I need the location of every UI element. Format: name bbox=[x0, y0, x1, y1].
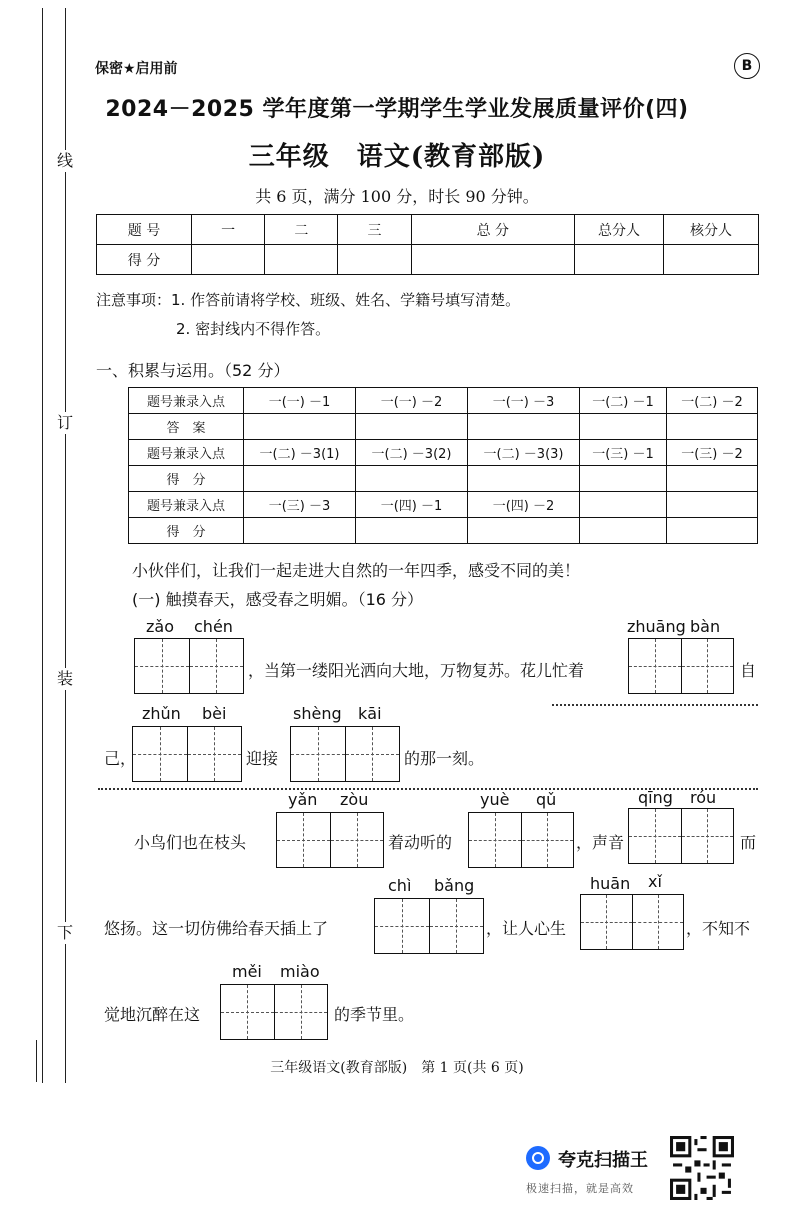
score-input-cell[interactable] bbox=[664, 245, 759, 275]
entry-code-cell: 一(一) －3 bbox=[468, 388, 580, 414]
margin-char-xia: 下 bbox=[54, 922, 76, 944]
exam-info: 共 6 页，满分 100 分，时长 90 分钟。 bbox=[255, 187, 539, 206]
entry-code-cell: 一(二) －1 bbox=[580, 388, 667, 414]
entry-code-cell: 一(二) －3(3) bbox=[468, 440, 580, 466]
section-title: 一、积累与运用。（52 分） bbox=[96, 361, 290, 380]
entry-input-cell[interactable] bbox=[468, 518, 580, 544]
pinyin-label: kāi bbox=[358, 704, 382, 723]
entry-input-cell[interactable] bbox=[244, 466, 356, 492]
tianzige-box[interactable] bbox=[134, 638, 244, 694]
pinyin-label: zòu bbox=[340, 790, 369, 809]
confidential-label: 保密★启用前 bbox=[95, 61, 178, 77]
score-input-cell[interactable] bbox=[411, 245, 574, 275]
entry-input-cell[interactable] bbox=[667, 518, 758, 544]
pinyin-label: zhuāng bbox=[627, 617, 686, 636]
entry-code-cell: 一(三) －2 bbox=[667, 440, 758, 466]
entry-code-cell: 一(三) －3 bbox=[244, 492, 356, 518]
passage-text: ，当第一缕阳光洒向大地，万物复苏。花儿忙着 bbox=[248, 661, 585, 680]
tianzige-box[interactable] bbox=[628, 638, 734, 694]
score-input-cell[interactable] bbox=[575, 245, 664, 275]
entry-input-cell[interactable] bbox=[580, 518, 667, 544]
passage-text: ，声音 bbox=[576, 833, 625, 852]
tianzige-box[interactable] bbox=[468, 812, 574, 868]
entry-input-cell[interactable] bbox=[667, 466, 758, 492]
passage-text: ，让人心生 bbox=[486, 919, 567, 938]
entry-code-cell: 一(一) －1 bbox=[244, 388, 356, 414]
notes-line-1 bbox=[96, 289, 520, 310]
pinyin-label: zǎo bbox=[146, 617, 174, 636]
pinyin-label: xǐ bbox=[648, 872, 662, 891]
entry-input-cell[interactable] bbox=[356, 518, 468, 544]
score-row-label: 得 分 bbox=[97, 245, 192, 275]
score-input-cell[interactable] bbox=[265, 245, 338, 275]
pinyin-label: měi bbox=[232, 962, 262, 981]
qr-code-icon bbox=[670, 1136, 734, 1200]
passage-intro: 小伙伴们，让我们一起走进大自然的一年四季，感受不同的美！ bbox=[132, 561, 581, 580]
entry-input-cell[interactable] bbox=[667, 414, 758, 440]
passage-text: 自 bbox=[740, 661, 757, 680]
passage-text: 迎接 bbox=[246, 749, 279, 768]
margin-char-ding: 订 bbox=[54, 412, 76, 434]
pinyin-label: chì bbox=[388, 876, 412, 895]
entry-code-cell: 一(一) －2 bbox=[356, 388, 468, 414]
version-badge: B bbox=[734, 53, 760, 79]
notes-item: 2. 密封线内不得作答。 bbox=[176, 320, 331, 338]
pinyin-label: shèng bbox=[293, 704, 342, 723]
scanner-brand: 夸克扫描王 bbox=[558, 1150, 648, 1171]
pinyin-label: qǔ bbox=[536, 790, 557, 809]
entry-empty-cell bbox=[580, 492, 667, 518]
tianzige-box[interactable] bbox=[276, 812, 384, 868]
entry-row-label: 答 案 bbox=[129, 414, 244, 440]
entry-input-cell[interactable] bbox=[244, 414, 356, 440]
passage-text: 的那一刻。 bbox=[404, 749, 485, 768]
passage-text: 己， bbox=[104, 749, 137, 768]
pinyin-label: yǎn bbox=[288, 790, 318, 809]
entry-row-label: 得 分 bbox=[129, 518, 244, 544]
pinyin-label: miào bbox=[280, 962, 320, 981]
pinyin-label: yuè bbox=[480, 790, 510, 809]
exam-subtitle: 三年级 语文(教育部版) bbox=[248, 142, 546, 172]
entry-empty-cell bbox=[667, 492, 758, 518]
score-header-cell: 二 bbox=[265, 215, 338, 245]
score-header-cell: 核分人 bbox=[664, 215, 759, 245]
passage-text: 觉地沉醉在这 bbox=[104, 1005, 201, 1024]
entry-row-label: 题号兼录入点 bbox=[129, 492, 244, 518]
score-input-cell[interactable] bbox=[192, 245, 265, 275]
entry-row-label: 题号兼录入点 bbox=[129, 388, 244, 414]
pinyin-label: huān bbox=[590, 874, 631, 893]
score-header-cell: 三 bbox=[338, 215, 411, 245]
tianzige-box[interactable] bbox=[374, 898, 484, 954]
passage-text: 而 bbox=[740, 833, 757, 852]
score-header-cell: 一 bbox=[192, 215, 265, 245]
notes-item: 1. 作答前请将学校、班级、姓名、学籍号填写清楚。 bbox=[171, 291, 521, 309]
tianzige-box[interactable] bbox=[220, 984, 328, 1040]
margin-char-xian: 线 bbox=[54, 150, 76, 172]
entry-code-cell: 一(三) －1 bbox=[580, 440, 667, 466]
entry-code-cell: 一(四) －2 bbox=[468, 492, 580, 518]
tianzige-box[interactable] bbox=[580, 894, 684, 950]
entry-input-cell[interactable] bbox=[580, 466, 667, 492]
entry-input-cell[interactable] bbox=[356, 414, 468, 440]
entry-code-cell: 一(二) －3(2) bbox=[356, 440, 468, 466]
entry-input-cell[interactable] bbox=[468, 414, 580, 440]
score-header-cell: 题 号 bbox=[97, 215, 192, 245]
exam-title: 2024－2025 学年度第一学期学生学业发展质量评价(四) bbox=[105, 97, 689, 122]
pinyin-label: chén bbox=[194, 617, 233, 636]
passage-text: 小鸟们也在枝头 bbox=[134, 833, 247, 852]
page-footer: 三年级语文(教育部版) 第 1 页(共 6 页) bbox=[270, 1060, 524, 1076]
margin-char-zhuang: 装 bbox=[54, 668, 76, 690]
pinyin-label: qīng bbox=[638, 788, 673, 807]
entry-code-cell: 一(二) －2 bbox=[667, 388, 758, 414]
tianzige-box[interactable] bbox=[628, 808, 734, 864]
scanner-slogan: 极速扫描，就是高效 bbox=[526, 1182, 634, 1195]
scanner-logo-icon bbox=[526, 1146, 550, 1170]
passage-text: 着动听的 bbox=[388, 833, 453, 852]
entry-table bbox=[128, 387, 758, 544]
entry-row-label: 题号兼录入点 bbox=[129, 440, 244, 466]
entry-row-label: 得 分 bbox=[129, 466, 244, 492]
notes-label: 注意事项： bbox=[96, 291, 172, 309]
entry-code-cell: 一(二) －3(1) bbox=[244, 440, 356, 466]
score-input-cell[interactable] bbox=[338, 245, 411, 275]
entry-input-cell[interactable] bbox=[244, 518, 356, 544]
pinyin-label: róu bbox=[690, 788, 717, 807]
passage-text: ，不知不 bbox=[686, 919, 751, 938]
pinyin-label: bàn bbox=[690, 617, 721, 636]
score-header-cell: 总分人 bbox=[575, 215, 664, 245]
tianzige-box[interactable] bbox=[290, 726, 400, 782]
entry-code-cell: 一(四) －1 bbox=[356, 492, 468, 518]
part-title: (一) 触摸春天，感受春之明媚。（16 分） bbox=[132, 590, 424, 609]
score-table bbox=[96, 214, 759, 275]
entry-input-cell[interactable] bbox=[356, 466, 468, 492]
pinyin-label: zhǔn bbox=[142, 704, 181, 723]
passage-text: 的季节里。 bbox=[334, 1005, 415, 1024]
entry-input-cell[interactable] bbox=[468, 466, 580, 492]
wavy-underline bbox=[552, 698, 758, 706]
passage-text: 悠扬。这一切仿佛给春天插上了 bbox=[104, 919, 329, 938]
pinyin-label: bèi bbox=[202, 704, 227, 723]
tianzige-box[interactable] bbox=[132, 726, 242, 782]
score-header-cell: 总 分 bbox=[411, 215, 574, 245]
pinyin-label: bǎng bbox=[434, 876, 475, 895]
entry-input-cell[interactable] bbox=[580, 414, 667, 440]
